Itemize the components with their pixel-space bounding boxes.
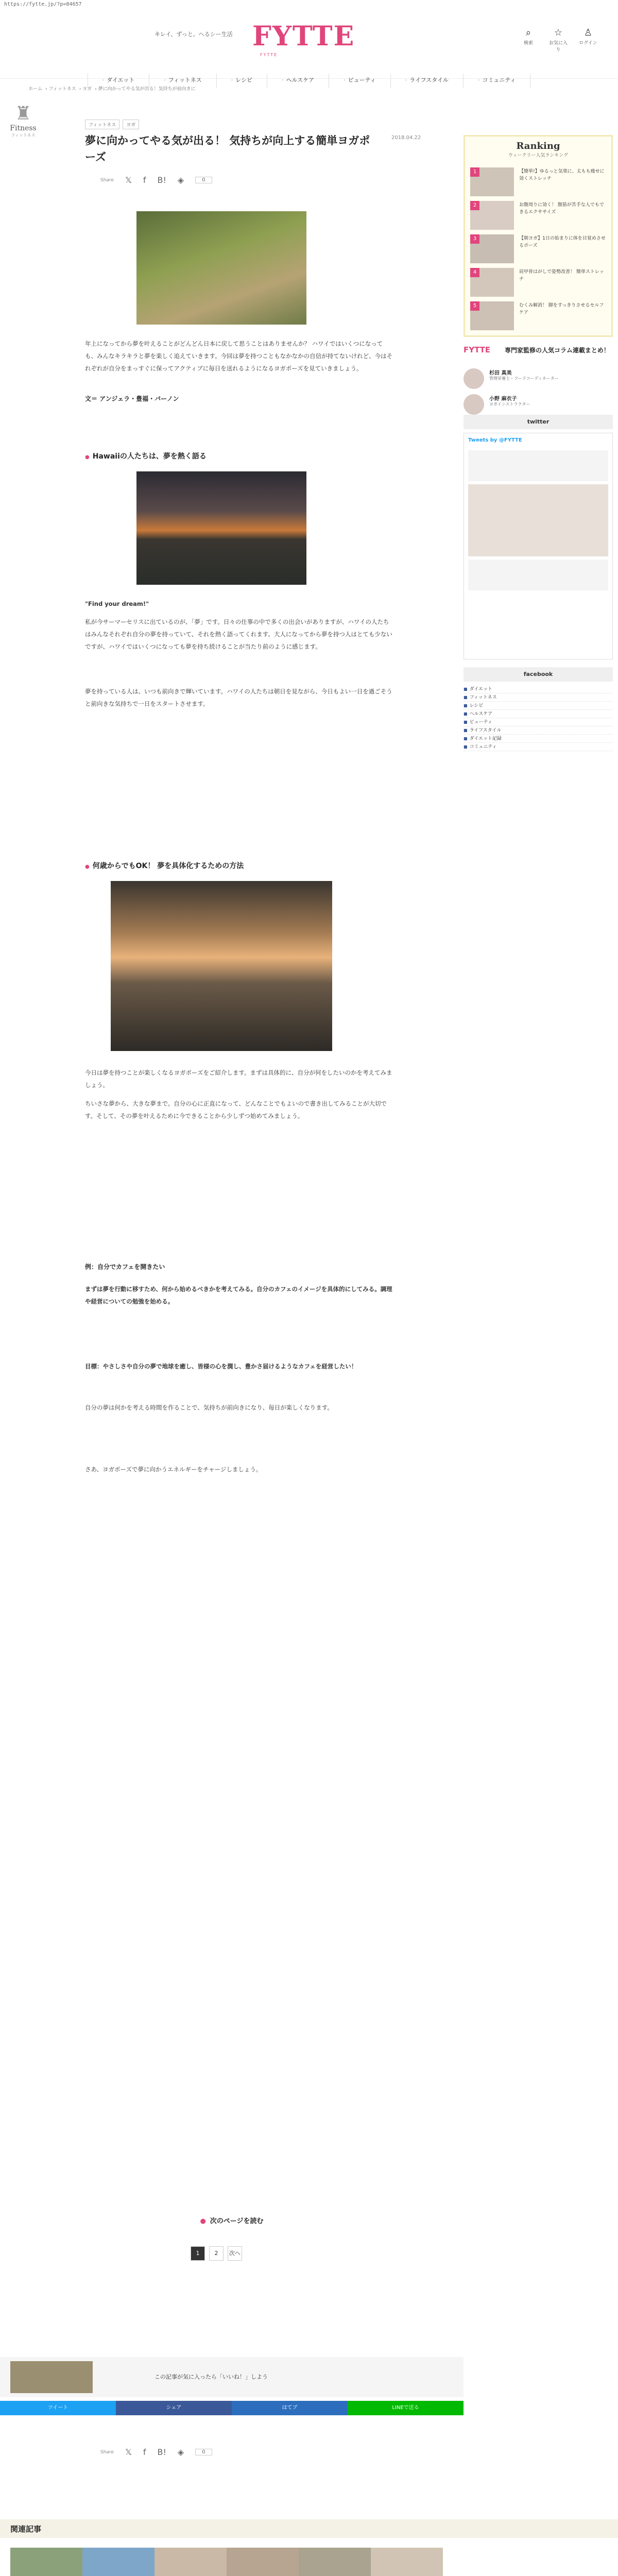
nav-healthcare[interactable]: · ヘルスケア xyxy=(267,74,329,88)
category-label: Fitness xyxy=(10,124,37,132)
paragraph: 私が今サーマーセリスに出ているのが、「夢」です。日々の仕事の中で多くの出会いがありますが、ハワイの人たちはみんなそれぞれ自分の夢を持っていて、それを熱く語ってくれます。大人になってから夢を持つ人はとても少ないですが、ハワイではいくつになっても夢を持ち続けることが当たり前のように感じます。 xyxy=(85,618,392,651)
facebook-link[interactable]: ■ コミュニティ xyxy=(464,743,613,751)
twitter-header: twitter xyxy=(464,415,613,429)
related-card[interactable] xyxy=(10,2548,82,2576)
card-image xyxy=(10,2548,82,2576)
twitter-timeline[interactable] xyxy=(464,433,613,659)
article-tags xyxy=(85,120,139,129)
banner-thumb xyxy=(10,2361,93,2393)
ranking-item[interactable]: 3 【朝ヨガ】1日の始まりに体を目覚めさせるポーズ xyxy=(470,234,607,265)
facebook-link[interactable]: ■ フィットネス xyxy=(464,693,613,702)
related-card[interactable] xyxy=(299,2548,371,2576)
category-sub: フィットネス xyxy=(11,133,36,138)
pagination xyxy=(191,2246,242,2261)
tweet-button[interactable]: ツイート xyxy=(0,2401,116,2415)
quote: "Find your dream!" xyxy=(85,600,149,607)
facebook-link[interactable]: ■ ライフスタイル xyxy=(464,726,613,735)
paragraph: ちいさな夢から、大きな夢まで。自分の心に正直になって、どんなことでもよいので書き出してみることが大切です。そして、その夢を叶えるために今できることから少しずつ始めてみましょう。 xyxy=(85,1100,387,1120)
login-button[interactable]: ♙ ログイン xyxy=(579,27,597,46)
share-count: 0 xyxy=(195,2449,212,2455)
paragraph: 自分の夢は何かを考える時間を作ることで、気持ちが前向きになり、毎日が楽しくなります。 xyxy=(85,1404,333,1411)
favorite-button[interactable]: ☆ お気に入り xyxy=(549,27,568,53)
author-line: 文＝ アンジェラ・豊福・バーノン xyxy=(85,395,179,402)
nav-recipe[interactable]: · レシピ xyxy=(216,74,267,88)
card-image xyxy=(299,2548,371,2576)
share-bar-top xyxy=(100,175,212,185)
sunset-photo xyxy=(136,471,306,585)
logo-subtitle: キレイ、ずっと。へるシー生活 xyxy=(154,31,233,38)
fitness-icon: ♜ xyxy=(14,103,32,124)
share-label: Share xyxy=(100,2449,114,2455)
tweet-card xyxy=(468,450,608,481)
ranking-item[interactable]: 1 【簡単!】ゆるっと気楽に、太もも痩せに効くストレッチ xyxy=(470,167,607,198)
hatena-icon[interactable]: B! xyxy=(157,2447,166,2457)
page-2[interactable]: 2 xyxy=(209,2246,224,2261)
tag[interactable]: フィットネス xyxy=(85,120,119,129)
facebook-list xyxy=(464,685,613,751)
experts-title: 専門家監修の人気コラム連載まとめ！ xyxy=(505,347,610,354)
nav-diet[interactable]: · ダイエット xyxy=(88,74,149,88)
expert-item[interactable]: 小野 麻衣子 ヨガインストラクター xyxy=(464,394,613,420)
example-heading: 例：自分でカフェを開きたい xyxy=(85,1263,165,1270)
goal-text: 目標：やさしさや自分の夢で地球を癒し、皆様の心を潤し、豊かさ届けるようなカフェを経営したい！ xyxy=(85,1363,357,1370)
related-card[interactable] xyxy=(82,2548,154,2576)
related-card[interactable] xyxy=(154,2548,227,2576)
experts-logo: FYTTE xyxy=(464,345,491,354)
site-logo[interactable]: FYTTE xyxy=(252,21,355,52)
share-count: 0 xyxy=(195,177,212,183)
expert-item[interactable]: 杉田 真美 管理栄養士・フードコーディネーター xyxy=(464,368,613,394)
twitter-icon[interactable]: 𝕏 xyxy=(125,175,132,185)
breadcrumb-item[interactable]: ホーム xyxy=(28,87,43,92)
paragraph: 今日は夢を持つことが楽しくなるヨガポーズをご紹介します。まずは具体的に、自分が何をしたいのかを考えてみましょう。 xyxy=(85,1069,392,1089)
pocket-icon[interactable]: ◈ xyxy=(177,2447,184,2457)
logo-tagline: FYTTE xyxy=(260,53,278,57)
experts-header xyxy=(464,344,613,365)
page-next[interactable]: 次へ xyxy=(228,2246,242,2261)
breadcrumb-item[interactable]: フィットネス xyxy=(48,87,76,92)
related-card[interactable] xyxy=(371,2548,443,2576)
facebook-link[interactable]: ■ ビューティ xyxy=(464,718,613,726)
bookmark-icon: ☆ xyxy=(554,27,563,38)
nav-lifestyle[interactable]: · ライフスタイル xyxy=(390,74,463,88)
facebook-icon[interactable]: f xyxy=(143,2447,146,2457)
section-heading: ● 何歳からでもOK！ 夢を具体化するための方法 xyxy=(85,860,244,871)
facebook-link[interactable]: ■ レシピ xyxy=(464,702,613,710)
facebook-link[interactable]: ■ ダイエット xyxy=(464,685,613,693)
line-button[interactable]: LINEで送る xyxy=(348,2401,464,2415)
related-header: 関連記事 xyxy=(0,2519,618,2538)
avatar xyxy=(464,394,484,415)
card-image xyxy=(82,2548,154,2576)
sns-like-banner xyxy=(0,2357,464,2397)
twitter-icon[interactable]: 𝕏 xyxy=(125,2447,132,2457)
ranking-title: Ranking xyxy=(516,141,560,151)
related-card[interactable] xyxy=(227,2548,299,2576)
facebook-icon[interactable]: f xyxy=(143,175,146,185)
sns-share-row xyxy=(0,2401,464,2415)
ranking-item[interactable]: 5 むくみ解消！ 脚をすっきりさせるセルフケア xyxy=(470,301,607,332)
breadcrumb-item: 夢に向かってやる気が出る！気持ちが前向きに xyxy=(98,87,196,92)
share-label: Share xyxy=(100,177,114,183)
tweet-card xyxy=(468,560,608,590)
breadcrumb-item[interactable]: ヨガ xyxy=(82,87,92,92)
search-icon: ⌕ xyxy=(525,27,531,38)
ranking-box xyxy=(464,135,613,337)
tag[interactable]: ヨガ xyxy=(123,120,139,129)
page-1[interactable]: 1 xyxy=(191,2246,205,2261)
facebook-header: facebook xyxy=(464,667,613,682)
hatena-button[interactable]: はてブ xyxy=(232,2401,348,2415)
beach-sunset-photo xyxy=(111,881,332,1051)
hatena-icon[interactable]: B! xyxy=(157,175,166,185)
avatar xyxy=(464,368,484,389)
facebook-link[interactable]: ■ ヘルスケア xyxy=(464,710,613,718)
article-intro: 年上になってから夢を叶えることがどんどん日本に戻して思うことはありませんか？ ハワイではいくつになっても、みんなキラキラと夢を楽しく追えていきます。今回は夢を持つこともなかなかの自信が持てないけれど、今はそれぞれが自分をまっすぐに保ってアクティブに毎日を送れるようになるヨガポーズを見ていきましょう。 xyxy=(85,340,393,372)
pocket-icon[interactable]: ◈ xyxy=(177,175,184,185)
facebook-link[interactable]: ■ ダイエット記録 xyxy=(464,735,613,743)
user-icon: ♙ xyxy=(583,27,593,38)
facebook-share-button[interactable]: シェア xyxy=(116,2401,232,2415)
paragraph: さあ、ヨガポーズで夢に向かうエネルギーをチャージしましょう。 xyxy=(85,1466,262,1473)
ranking-item[interactable]: 4 肩甲骨はがしで姿勢改善！ 簡単ストレッチ xyxy=(470,268,607,299)
article-date: 2018.04.22 xyxy=(391,135,421,141)
nav-fitness[interactable]: · フィットネス xyxy=(149,74,216,88)
paragraph: 夢を持っている人は、いつも前向きで輝いています。ハワイの人たちは朝日を見ながら、今日もよい一日を過ごそうと前向きな気持ちで一日をスタートさせます。 xyxy=(85,688,392,708)
header-utility xyxy=(519,27,597,53)
breadcrumb: ホーム › フィットネス › ヨガ › 夢に向かってやる気が出る！気持ちが前向きに xyxy=(28,87,196,92)
article-title: 夢に向かってやる気が出る！ 気持ちが向上する簡単ヨガポーズ xyxy=(85,134,370,163)
category-badge xyxy=(3,103,44,138)
tweets-by[interactable]: Tweets by @FYTTE xyxy=(468,437,522,443)
banner-text: この記事が気に入ったら「いいね！」しよう xyxy=(154,2374,268,2380)
ranking-item[interactable]: 2 お腹周りに効く！ 腹筋が苦手な人でもできるエクササイズ xyxy=(470,201,607,232)
card-image xyxy=(227,2548,299,2576)
next-page-link[interactable]: ● 次のページを読む xyxy=(170,2215,294,2225)
share-bar-bottom xyxy=(100,2447,212,2457)
card-image xyxy=(371,2548,443,2576)
search-button[interactable]: ⌕ 検索 xyxy=(519,27,538,53)
card-image xyxy=(154,2548,227,2576)
tweet-image xyxy=(468,484,608,556)
nav-community[interactable]: · コミュニティ xyxy=(463,74,530,88)
site-header xyxy=(0,9,618,83)
example-list: まずは夢を行動に移すため、何から始めるべきかを考えてみる。自分のカフェのイメージを具体的にしてみる。調理や経営についての勉強を始める。 xyxy=(85,1285,392,1306)
ranking-sub: ウィークリー人気ランキング xyxy=(508,153,569,158)
hero-photo-yoga xyxy=(136,211,306,325)
section-heading: ● Hawaiiの人たちは、夢を熱く語る xyxy=(85,451,207,461)
url-bar: https://fytte.jp/?p=84657 xyxy=(4,2,82,7)
nav-beauty[interactable]: · ビューティ xyxy=(329,74,390,88)
